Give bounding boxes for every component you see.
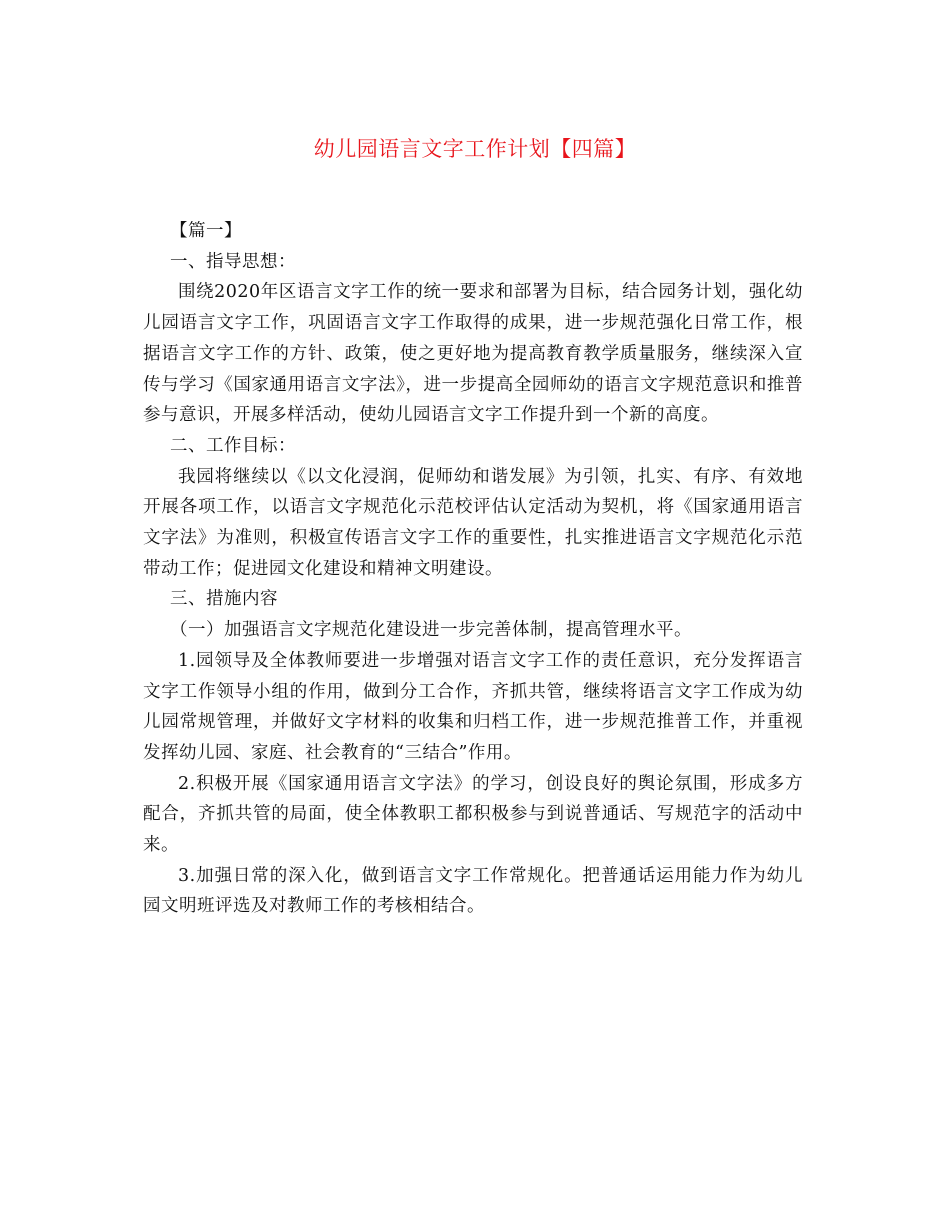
document-title: 幼儿园语言文字工作计划【四篇】	[313, 137, 637, 161]
paragraph-work-goals: 我园将继续以《以文化浸润，促师幼和谐发展》为引领，扎实、有序、有效地开展各项工作，以语言文字规范化示范校评估认定活动为契机，将《国家通用语言文字法》为准则，积极宣传语言文字工作的重要性，扎实推进语言文字规范化示范带动工作；促进园文化建设和精神文明建设。	[143, 466, 803, 579]
paragraph-item-1: 1.园领导及全体教师要进一步增强对语言文字工作的责任意识，充分发挥语言文字工作领导小组的作用，做到分工合作，齐抓共管，继续将语言文字工作成为幼儿园常规管理，并做好文字材料的收集和归档工作，进一步规范推普工作，并重视发挥幼儿园、家庭、社会教育的“三结合”作用。	[143, 650, 803, 763]
heading-work-goals: 二、工作目标：	[170, 435, 296, 456]
paragraph-item-2: 2.积极开展《国家通用语言文字法》的学习，创设良好的舆论氛围，形成多方配合，齐抓共管的局面，使全体教职工都积极参与到说普通话、写规范字的活动中来。	[143, 773, 803, 856]
heading-guiding-ideology: 一、指导思想：	[170, 251, 296, 272]
document-body	[143, 216, 803, 922]
paragraph-item-3: 3.加强日常的深入化，做到语言文字工作常规化。把普通话运用能力作为幼儿园文明班评选及对教师工作的考核相结合。	[143, 865, 803, 917]
paragraph-guiding-ideology: 围绕2020年区语言文字工作的统一要求和部署为目标，结合园务计划，强化幼儿园语言文字工作，巩固语言文字工作取得的成果，进一步规范强化日常工作，根据语言文字工作的方针、政策，使之更好地为提高教育教学质量服务，继续深入宣传与学习《国家通用语言文字法》，进一步提高全园师幼的语言文字规范意识和推普参与意识，开展多样活动，使幼儿园语言文字工作提升到一个新的高度。	[143, 282, 803, 426]
subheading-standardization: （一）加强语言文字规范化建设进一步完善体制，提高管理水平。	[170, 620, 692, 641]
heading-measures: 三、措施内容	[170, 589, 278, 610]
section-heading-part-one: 【篇一】	[170, 221, 242, 241]
